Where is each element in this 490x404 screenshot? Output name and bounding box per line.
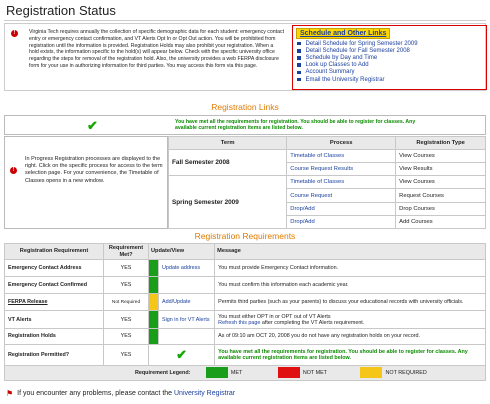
schedule-links-list — [297, 40, 418, 83]
requirement-name: Registration Holds — [5, 328, 104, 344]
registration-status-bar — [4, 115, 486, 135]
checkmark-icon: ✔ — [176, 346, 188, 362]
table-row — [5, 294, 486, 311]
legend-item-label: MET — [230, 370, 243, 377]
process-link[interactable]: Drop/Add — [287, 202, 396, 215]
registrar-link[interactable]: University Registrar — [174, 390, 236, 397]
bullet-icon — [297, 56, 301, 60]
type-cell: View Results — [396, 163, 486, 176]
permitted-check — [149, 345, 215, 365]
type-cell: Drop Courses — [396, 202, 486, 215]
table-row — [5, 260, 486, 276]
bullet-icon — [297, 49, 301, 53]
requirement-name: Emergency Contact Address — [5, 260, 104, 276]
process-link[interactable]: Course Request — [287, 189, 396, 202]
schedule-link-item[interactable]: Email the University Registrar — [297, 76, 418, 83]
requirements-table — [4, 243, 486, 381]
schedule-link-item[interactable]: Detail Schedule for Fall Semester 2008 — [297, 47, 418, 54]
requirement-name: Registration Permitted? — [5, 345, 104, 365]
refresh-page-link[interactable]: Refresh this page — [218, 319, 261, 326]
status-indicator — [149, 276, 159, 293]
requirement-met: YES — [104, 260, 149, 276]
process-link[interactable]: Timetable of Classes — [287, 150, 396, 163]
title-divider — [4, 20, 486, 21]
type-cell: View Courses — [396, 176, 486, 189]
requirement-name: VT Alerts — [5, 311, 104, 328]
table-row — [5, 276, 486, 293]
requirement-message: You must confirm this information each academic year. — [215, 276, 486, 293]
requirement-met: YES — [104, 276, 149, 293]
process-link[interactable]: Drop/Add — [287, 215, 396, 228]
status-indicator — [149, 294, 159, 311]
requirement-message: You must provide Emergency Contact information. — [215, 260, 486, 276]
term-cell: Spring Semester 2009 — [169, 176, 287, 229]
schedule-link-item[interactable]: Look up Classes to Add — [297, 62, 418, 69]
requirement-met: YES — [104, 311, 149, 328]
requirement-message: As of 09:10 am OCT 20, 2008 you do not have any registration holds on your record. — [215, 328, 486, 344]
requirement-message: You have met all the requirements for registration. You should be able to register for classes. Any available current registration items are listed below. — [215, 345, 486, 365]
bullet-icon — [297, 42, 301, 46]
notice-text: Virginia Tech requires annually the collection of specific demographic data for each student: emergency contact entry or emergency contact confirmation, and VT Alerts Opt In or Opt Out action. You will be prohibited from registration until the information is provided. Registration Holds may also prohibit your registration. When a hold exists, the information specific to the hold(s) will appear below. Check with the specific university office regarding the steps for removal of the registration hold. Also, the university provides a web FERPA disclosure form for your use in authorizing information for third parties. You may access this form via this page. — [29, 29, 285, 69]
met-header: Requirement Met? — [104, 244, 149, 260]
notice-box — [4, 23, 486, 91]
schedule-link-item[interactable]: Detail Schedule for Spring Semester 2009 — [297, 40, 418, 47]
requirement-met: YES — [104, 345, 149, 365]
legend-swatch — [278, 367, 300, 378]
info-icon: ! — [10, 167, 17, 174]
type-cell: View Courses — [396, 150, 486, 163]
type-cell: Add Courses — [396, 215, 486, 228]
legend-swatch — [360, 367, 382, 378]
process-link[interactable]: Course Request Results — [287, 163, 396, 176]
registration-requirements-heading: Registration Requirements — [194, 231, 296, 241]
page-title: Registration Status — [6, 3, 116, 18]
registration-info-box — [4, 136, 168, 229]
type-header: Registration Type — [396, 137, 486, 150]
legend-item-label: NOT REQUIRED — [385, 370, 427, 377]
legend-item-label: NOT MET — [302, 370, 327, 377]
bullet-icon — [297, 71, 301, 75]
flag-icon: ⚑ — [6, 389, 14, 398]
schedule-link-item[interactable]: Account Summary — [297, 69, 418, 76]
bullet-icon — [297, 78, 301, 82]
registration-status-message: You have met all the requirements for registration. You should be able to register for classes. Any available current registration items are listed below. — [175, 119, 416, 132]
requirement-legend — [5, 365, 486, 380]
term-header: Term — [169, 137, 287, 150]
table-row — [169, 150, 486, 163]
type-cell: Request Courses — [396, 189, 486, 202]
schedule-links-heading[interactable]: Schedule and Other Links — [296, 28, 390, 39]
update-link[interactable]: Add/Update — [159, 294, 215, 311]
requirement-message: Permits third parties (such as your parents) to discuss your educational records with university officials. — [215, 294, 486, 311]
requirement-name[interactable]: FERPA Release — [5, 294, 104, 311]
requirement-met: Not Required — [104, 294, 149, 311]
footer-text: If you encounter any problems, please contact the — [17, 390, 173, 397]
info-icon: ! — [11, 30, 18, 37]
update-cell — [159, 328, 215, 344]
legend-row — [5, 365, 486, 380]
table-row — [169, 176, 486, 189]
message-header: Message — [215, 244, 486, 260]
process-header: Process — [287, 137, 396, 150]
table-row — [5, 328, 486, 344]
update-header: Update/View — [149, 244, 215, 260]
schedule-link-item[interactable]: Schedule by Day and Time — [297, 54, 418, 61]
requirement-message: You must either OPT in or OPT out of VT Alerts Refresh this page after completing the VT Alerts requirement. — [215, 311, 486, 328]
update-link[interactable]: Sign in for VT Alerts — [159, 311, 215, 328]
process-link[interactable]: Timetable of Classes — [287, 176, 396, 189]
table-row — [5, 345, 486, 365]
schedule-links-box — [292, 25, 487, 90]
legend-label: Requirement Legend: — [135, 370, 191, 377]
term-cell: Fall Semester 2008 — [169, 150, 287, 176]
status-indicator — [149, 260, 159, 276]
update-cell — [159, 276, 215, 293]
status-indicator — [149, 328, 159, 344]
requirement-header: Registration Requirement — [5, 244, 104, 260]
table-row — [5, 311, 486, 328]
update-link[interactable]: Update address — [159, 260, 215, 276]
requirement-name: Emergency Contact Confirmed — [5, 276, 104, 293]
footer — [6, 389, 235, 398]
legend-swatch — [206, 367, 228, 378]
registration-info-text: In Progress Registration processes are displayed to the right. Click on the specific process for access to the term selection page. For your convenience, the Timetable of Classes opens in a new window. — [25, 156, 163, 184]
registration-links-heading: Registration Links — [211, 102, 279, 112]
status-indicator — [149, 311, 159, 328]
registration-links-table — [168, 136, 486, 229]
bullet-icon — [297, 63, 301, 67]
requirement-met: YES — [104, 328, 149, 344]
checkmark-icon: ✔ — [87, 118, 98, 133]
